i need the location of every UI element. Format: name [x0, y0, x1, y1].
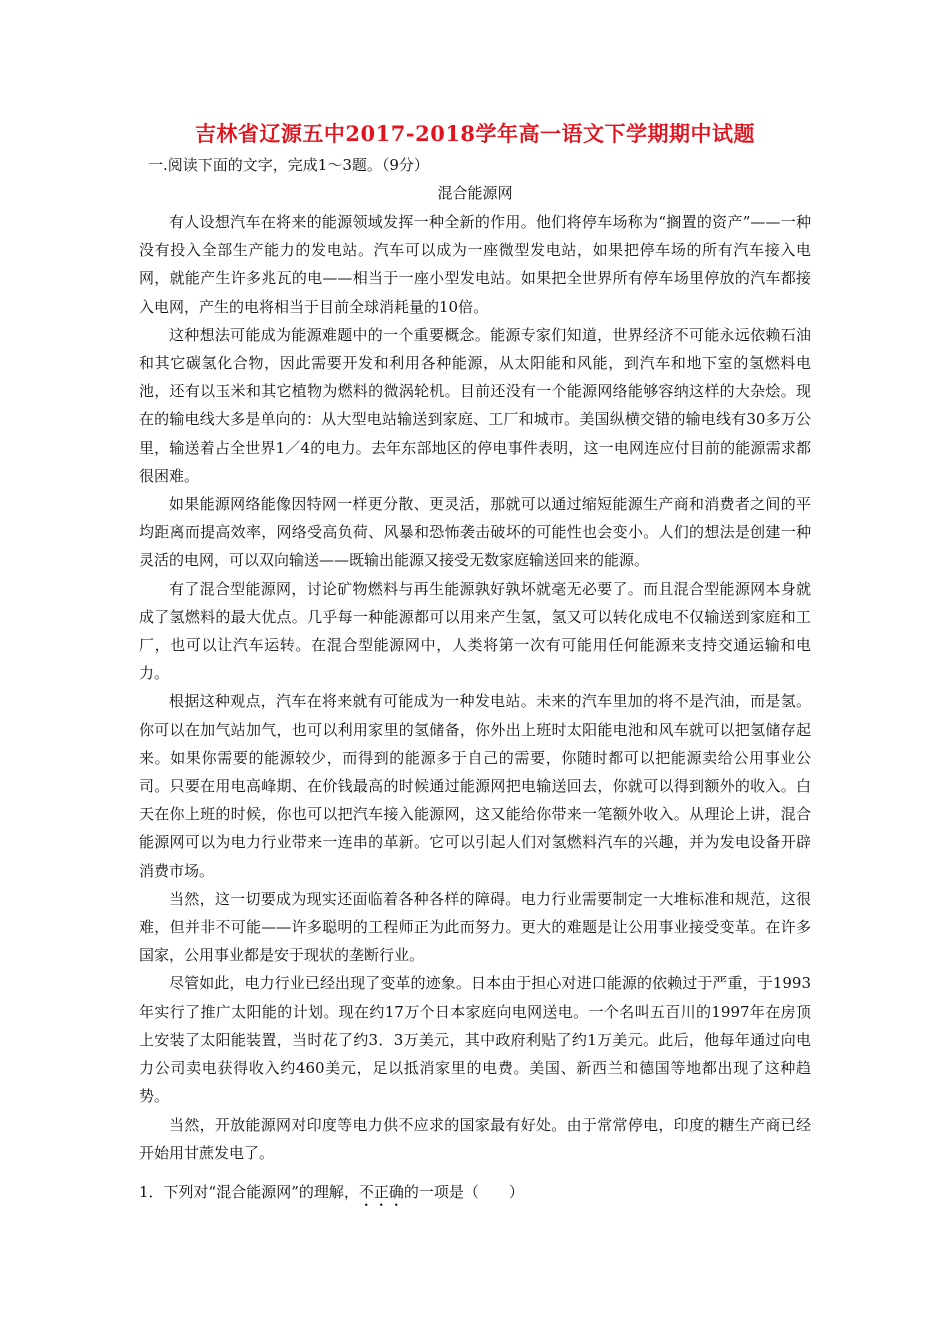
paragraph-4: 有了混合型能源网，讨论矿物燃料与再生能源孰好孰坏就毫无必要了。而且混合型能源网本身就成了氢燃料的最大优点。几乎每一种能源都可以用来产生氢，氢又可以转化成电不仅输送到家庭和工厂，也可以让汽车运转。在混合型能源网中，人类将第一次有可能用任何能源来支持交通运输和电力。 [139, 579, 811, 683]
article-body [139, 208, 811, 1167]
question-1-lead: 1．下列对“混合能源网”的理解， [139, 1183, 359, 1201]
question-1 [139, 1181, 524, 1210]
paragraph-6: 当然，这一切要成为现实还面临着各种各样的障碍。电力行业需要制定一大堆标准和规范，这很难，但并非不可能——许多聪明的工程师正为此而努力。更大的难题是让公用事业接受变革。在许多国家，公用事业都是安于现状的垄断行业。 [139, 889, 811, 965]
article-title: 混合能源网 [437, 184, 513, 202]
paragraph-2: 这种想法可能成为能源难题中的一个重要概念。能源专家们知道，世界经济不可能永远依赖石油和其它碳氢化合物，因此需要开发和利用各种能源，从太阳能和风能，到汽车和地下室的氢燃料电池，还有以玉米和其它植物为燃料的微涡轮机。目前还没有一个能源网络能够容纳这样的大杂烩。现在的输电线大多是单向的：从大型电站输送到家庭、工厂和城市。美国纵横交错的输电线有30多万公里，输送着占全世界1／4的电力。去年东部地区的停电事件表明，这一电网连应付目前的能源需求都很困难。 [139, 325, 811, 485]
question-1-emphasis: 不正确 [358, 1183, 404, 1201]
paragraph-8: 当然，开放能源网对印度等电力供不应求的国家最有好处。由于常常停电，印度的糖生产商已经开始用甘蔗发电了。 [139, 1115, 811, 1162]
paragraph-1: 有人设想汽车在将来的能源领域发挥一种全新的作用。他们将停车场称为“搁置的资产”——一种没有投入全部生产能力的发电站。汽车可以成为一座微型发电站，如果把停车场的所有汽车接入电网，就能产生许多兆瓦的电——相当于一座小型发电站。如果把全世界所有停车场里停放的汽车都接入电网，产生的电将相当于目前全球消耗量的10倍。 [139, 213, 811, 316]
section-heading: 一.阅读下面的文字，完成1～3题。（9分） [148, 156, 429, 174]
exam-title: 吉林省辽源五中2017-2018学年高一语文下学期期中试题 [194, 121, 756, 146]
paragraph-3: 如果能源网络能像因特网一样更分散、更灵活，那就可以通过缩短能源生产商和消费者之间的平均距离而提高效率，网络受高负荷、风暴和恐怖袭击破坏的可能性也会变小。人们的想法是创建一种灵活的电网，可以双向输送——既输出能源又接受无数家庭输送回来的能源。 [139, 495, 811, 570]
paragraph-7: 尽管如此，电力行业已经出现了变革的迹象。日本由于担心对进口能源的依赖过于严重，于1993年实行了推广太阳能的计划。现在约17万个日本家庭向电网送电。一个名叫五百川的1997年在房顶上安装了太阳能装置，当时花了约3．3万美元，其中政府利贴了约1万美元。此后，他每年通过向电力公司卖电获得收入约460美元，足以抵消家里的电费。美国、新西兰和德国等地都出现了这种趋势。 [139, 974, 811, 1106]
paragraph-5: 根据这种观点，汽车在将来就有可能成为一种发电站。未来的汽车里加的将不是汽油，而是氢。你可以在加气站加气，也可以利用家里的氢储备，你外出上班时太阳能电池和风车就可以把氢储存起来。如果你需要的能源较少，而得到的能源多于自己的需要，你随时都可以把能源卖给公用事业公司。只要在用电高峰期、在价钱最高的时候通过能源网把电输送回去，你就可以得到额外的收入。白天在你上班的时候，你也可以把汽车接入能源网，这又能给你带来一笔额外收入。从理论上讲，混合能源网可以为电力行业带来一连串的革新。它可以引起人们对氢燃料汽车的兴趣，并为发电设备开辟消费市场。 [139, 692, 811, 880]
question-1-tail: 的一项是（ ） [403, 1183, 524, 1201]
